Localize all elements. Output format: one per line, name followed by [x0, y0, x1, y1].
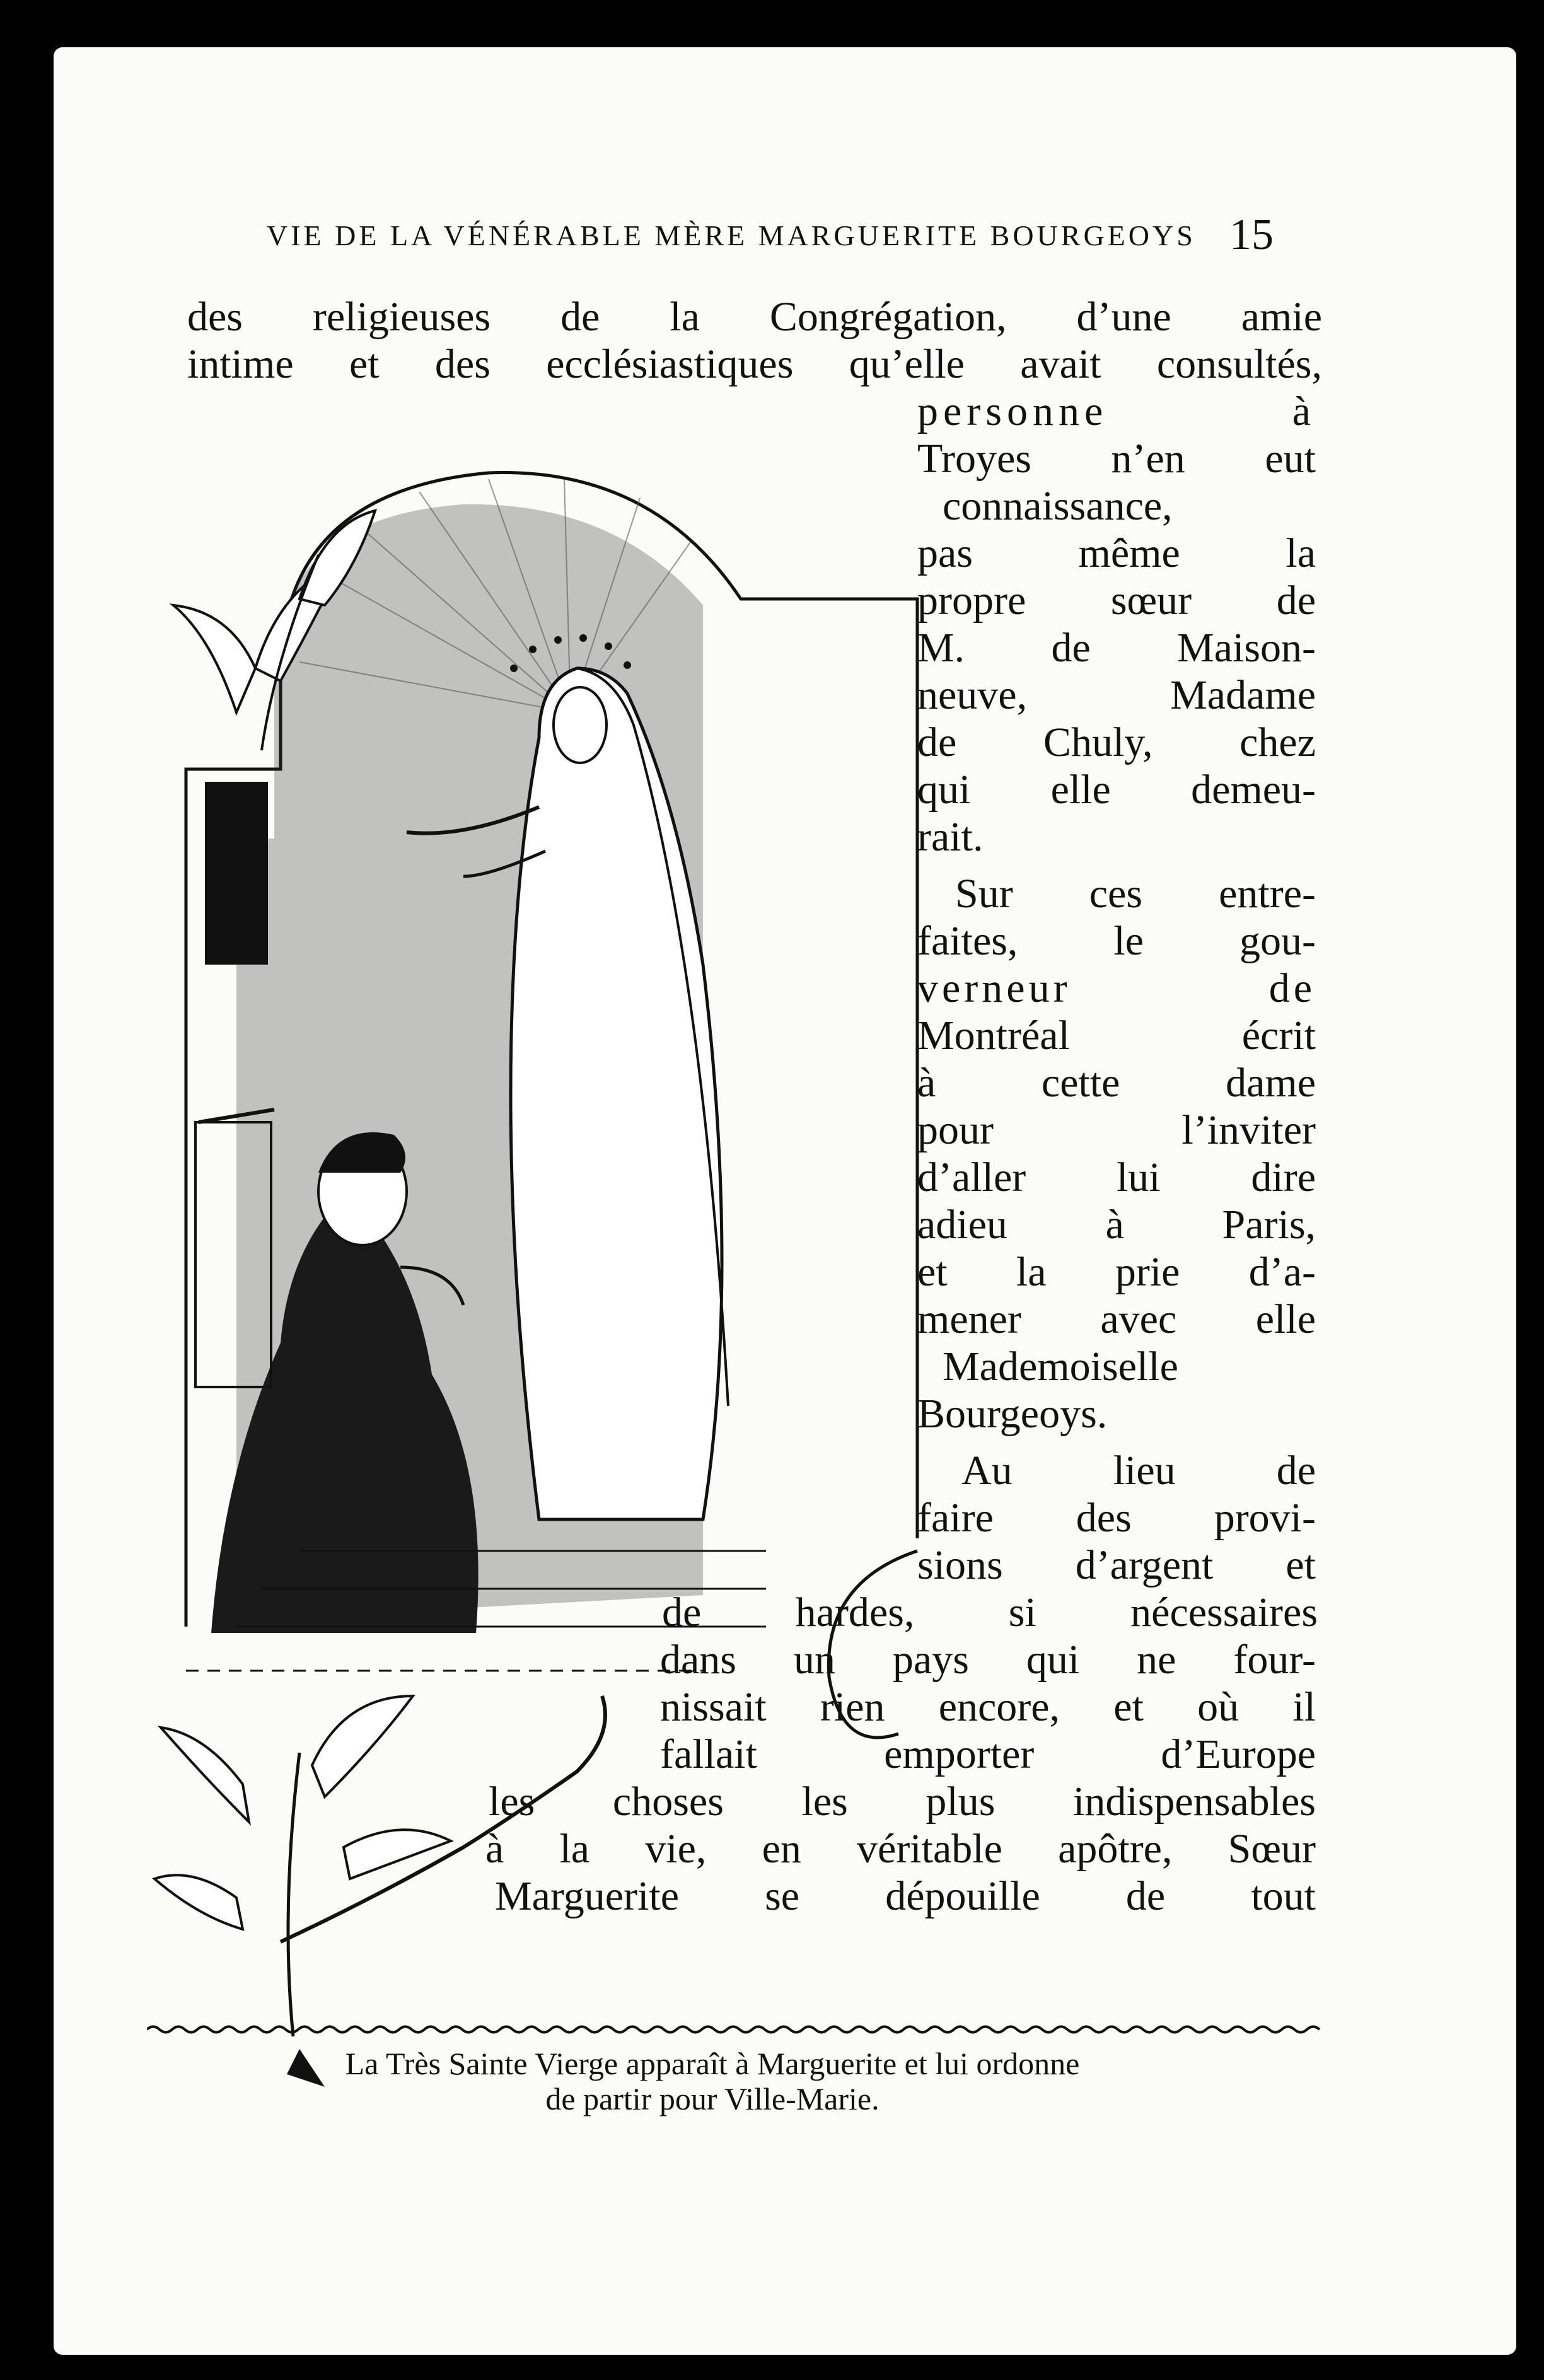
text-line: et la prie d’a- — [917, 1249, 1316, 1295]
text-line: rait. — [917, 814, 984, 860]
text-line: mener avec elle — [917, 1296, 1316, 1342]
text-line: pour l’inviter — [917, 1107, 1316, 1153]
text-line: de hardes, si nécessaires — [662, 1589, 1318, 1635]
text-line: pas même la — [917, 530, 1316, 576]
text-line: Troyes n’en eut — [917, 436, 1316, 482]
text-line: les choses les plus indispensables — [489, 1779, 1316, 1825]
book-page — [54, 47, 1516, 2355]
text-line: des religieuses de la Congrégation, d’une amie — [187, 294, 1322, 340]
text-line: faire des provi- — [917, 1495, 1316, 1541]
caption-line-1: La Très Sainte Vierge apparaît à Marguerite et lui ordonne — [345, 2046, 1080, 2081]
text-line: à cette dame — [917, 1060, 1316, 1106]
text-line: qui elle demeu- — [917, 767, 1316, 813]
text-line: Mademoiselle — [943, 1344, 1178, 1390]
text-line: Au lieu de — [961, 1448, 1316, 1494]
text-line: Montréal écrit — [917, 1013, 1316, 1059]
text-line: fallait emporter d’Europe — [660, 1731, 1316, 1777]
text-line: adieu à Paris, — [917, 1202, 1316, 1248]
text-line: intime et des ecclésiastiques qu’elle avait consultés, — [187, 341, 1322, 387]
text-line: personne à — [917, 388, 1316, 434]
text-line: d’aller lui dire — [917, 1154, 1316, 1200]
running-title: VIE DE LA VÉNÉRABLE MÈRE MARGUERITE BOURGEOYS — [267, 219, 1196, 252]
text-line: dans un pays qui ne four- — [660, 1637, 1316, 1683]
page-number: 15 — [1229, 211, 1274, 259]
text-line: Marguerite se dépouille de tout — [495, 1873, 1316, 1919]
text-line: connaissance, — [943, 483, 1173, 529]
caption-line-2: de partir pour Ville-Marie. — [545, 2081, 879, 2116]
text-line: de Chuly, chez — [917, 719, 1316, 765]
text-line: Bourgeoys. — [917, 1391, 1108, 1437]
text-line: neuve, Madame — [917, 672, 1316, 718]
illustration-caption — [136, 2046, 1289, 2116]
text-line: Sur ces entre- — [955, 871, 1316, 917]
caption-rule — [147, 2024, 1326, 2035]
text-line: nissait rien encore, et où il — [660, 1684, 1316, 1730]
text-line: propre sœur de — [917, 578, 1316, 624]
text-line: sions d’argent et — [917, 1542, 1316, 1588]
text-line: faites, le gou- — [917, 918, 1316, 964]
text-line: à la vie, en véritable apôtre, Sœur — [485, 1826, 1316, 1872]
text-line: M. de Maison- — [917, 625, 1316, 671]
text-line: verneur de — [917, 965, 1316, 1011]
